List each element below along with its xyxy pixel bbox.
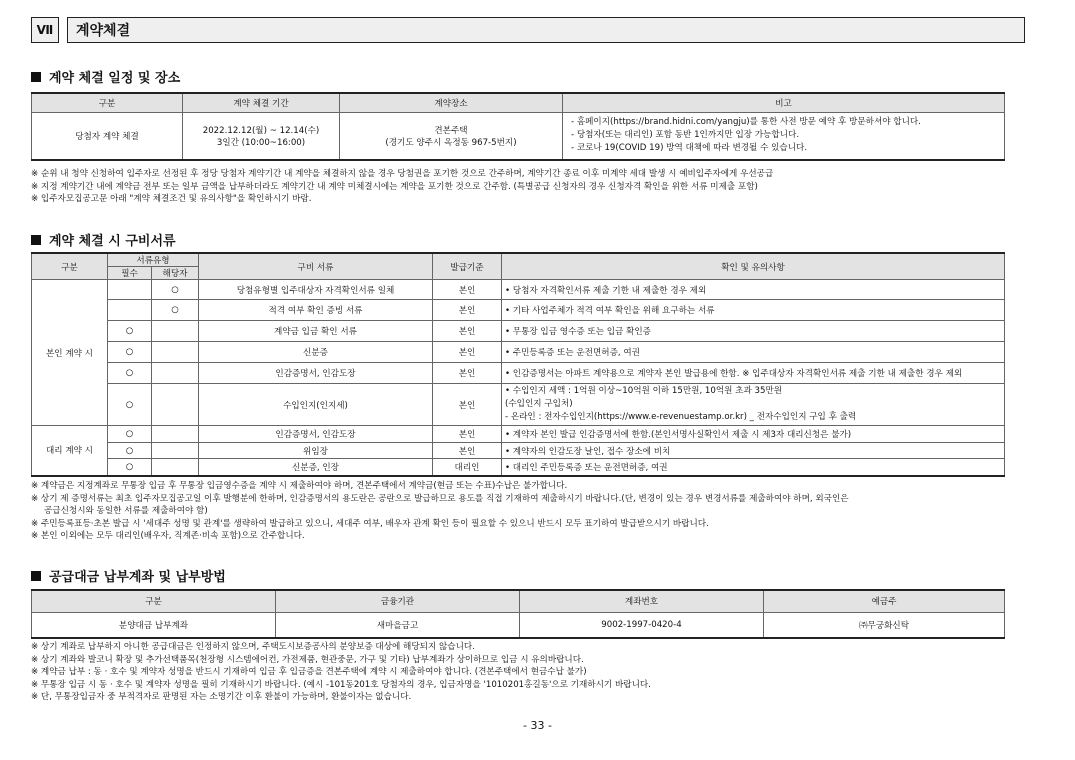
- doc-note: • 기타 사업주체가 적격 여부 확인을 위해 요구하는 서류: [502, 300, 1005, 321]
- doc-issuer: 본인: [433, 300, 502, 321]
- doc-issuer: 본인: [433, 342, 502, 363]
- section2-title: 계약 체결 시 구비서류: [49, 234, 176, 249]
- required-mark: ○: [108, 443, 152, 459]
- doc-issuer: 본인: [433, 280, 502, 300]
- note-line: - 홈페이지(https://brand.hidni.com/yangju)를 통한 사전 방문 예약 후 방문하셔야 합니다.: [571, 117, 921, 128]
- required-mark: [108, 300, 152, 321]
- doc-issuer: 본인: [433, 384, 502, 426]
- square-bullet-icon: [31, 235, 41, 245]
- table-row: [32, 342, 1005, 363]
- applicable-mark: [152, 363, 199, 384]
- required-mark: ○: [108, 363, 152, 384]
- col-header: 구비 서류: [199, 253, 433, 280]
- col-header: 비고: [563, 93, 1005, 112]
- col-header: 계약 체결 기간: [183, 93, 340, 112]
- footnote: ※ 본인 이외에는 모두 대리인(배우자, 직계존·비속 포함)으로 간주합니다.: [31, 531, 305, 541]
- doc-name: 신분증: [199, 342, 433, 363]
- doc-note: • 당첨자 자격확인서류 제출 기한 내 제출한 경우 제외: [502, 280, 1005, 300]
- doc-name: 적격 여부 확인 증빙 서류: [199, 300, 433, 321]
- applicable-mark: [152, 426, 199, 443]
- col-header: 계약장소: [340, 93, 563, 112]
- col-header: 구분: [32, 253, 108, 280]
- footnote: ※ 지정 계약기간 내에 계약금 전부 또는 일부 금액을 납부하더라도 계약기간 내 계약 미체결시에는 계약을 포기한 것으로 간주함. (특별공급 신청자의 경우 신청자격 확인을 위한 서류 미제출 포함): [31, 181, 758, 192]
- section1-heading: [31, 67, 180, 86]
- applicable-mark: [152, 384, 199, 426]
- required-mark: ○: [108, 426, 152, 443]
- group-self: 본인 계약 시: [32, 280, 108, 426]
- doc-note: [502, 384, 1005, 426]
- place-name: 견본주택: [434, 125, 468, 136]
- note-line: - 당첨자(또는 대리인) 포함 동반 1인까지만 입장 가능합니다.: [571, 130, 800, 141]
- table-row: [32, 384, 1005, 426]
- applicable-mark: ○: [152, 280, 199, 300]
- group-proxy: 대리 계약 시: [32, 426, 108, 476]
- doc-name: 수입인지(인지세): [199, 384, 433, 426]
- account-holder: ㈜무궁화신탁: [764, 612, 1005, 638]
- square-bullet-icon: [31, 571, 41, 581]
- col-header: 필수: [108, 267, 152, 280]
- chapter-title: 계약체결: [67, 17, 1025, 43]
- account-type: 분양대금 납부계좌: [32, 612, 276, 638]
- contract-schedule-table: [31, 92, 1005, 161]
- col-header: 계좌번호: [520, 590, 764, 612]
- footnote: ※ 주민등록표등·초본 발급 시 '세대주 성명 및 관계'를 생략하여 발급하고 있으니, 세대주 여부, 배우자 관계 확인 등이 필요할 수 있으니 반드시 모두 표기하여 발급받으시기 바랍니다.: [31, 518, 709, 529]
- applicable-mark: [152, 321, 199, 342]
- col-header: 발급기준: [433, 253, 502, 280]
- doc-name: 당첨유형별 입주대상자 자격확인서류 일체: [199, 280, 433, 300]
- table-row: [32, 280, 1005, 300]
- col-header: 서류유형: [108, 253, 199, 267]
- required-mark: ○: [108, 342, 152, 363]
- bank-name: 새마을금고: [276, 612, 520, 638]
- col-header: 해당자: [152, 267, 199, 280]
- period-hours: 3일간 (10:00~16:00): [216, 137, 306, 148]
- cell-place: [340, 112, 563, 160]
- account-number: 9002-1997-0420-4: [520, 612, 764, 638]
- section3-heading: [31, 566, 226, 585]
- doc-name: 계약금 입금 확인 서류: [199, 321, 433, 342]
- footnote: ※ 계약금 납부 : 동 · 호수 및 계약자 성명을 반드시 기재하여 입금 후 입금증을 견본주택에 계약 시 제출하여야 합니다. (견본주택에서 현금수납 불가): [31, 667, 587, 677]
- section3-title: 공급대금 납부계좌 및 납부방법: [49, 570, 226, 585]
- footnote: ※ 상기 계좌와 발코니 확장 및 추가선택품목(천장형 시스템에어컨, 가전제품, 현관중문, 가구 및 기타) 납부계좌가 상이하므로 입금 시 유의바랍니다.: [31, 654, 584, 665]
- section3-footnotes: [31, 641, 651, 704]
- col-header: 확인 및 유의사항: [502, 253, 1005, 280]
- doc-note: • 계약자 본인 발급 인감증명서에 한함.(본인서명사실확인서 제출 시 제3자 대리신청은 불가): [502, 426, 1005, 443]
- footnote: 공급신청시와 동일한 서류를 제출하여야 함): [44, 506, 208, 516]
- note-line: • 수입인지 세액 : 1억원 이상~10억원 이하 15만원, 10억원 초과 35만원: [505, 386, 783, 396]
- note-line: - 코로나 19(COVID 19) 방역 대책에 따라 변경될 수 있습니다.: [571, 143, 808, 154]
- col-header: 구분: [32, 590, 276, 612]
- footnote: ※ 단, 무통장입금자 중 부적격자로 판명된 자는 소명기간 이후 환불이 가능하며, 환불이자는 없습니다.: [31, 692, 412, 702]
- doc-note: • 대리인 주민등록증 또는 운전면허증, 여권: [502, 459, 1005, 476]
- cell-type: 당첨자 계약 체결: [32, 112, 183, 160]
- cell-period: [183, 112, 340, 160]
- doc-issuer: 본인: [433, 426, 502, 443]
- col-header: 구분: [32, 93, 183, 112]
- applicable-mark: [152, 459, 199, 476]
- section2-footnotes: [31, 480, 849, 543]
- doc-name: 인감증명서, 인감도장: [199, 426, 433, 443]
- required-documents-table: [31, 252, 1005, 477]
- chapter-number: Ⅶ: [31, 17, 59, 43]
- applicable-mark: ○: [152, 300, 199, 321]
- place-address: (경기도 양주시 옥정동 967-5번지): [385, 137, 517, 148]
- doc-name: 인감증명서, 인감도장: [199, 363, 433, 384]
- applicable-mark: [152, 443, 199, 459]
- section2-heading: [31, 230, 176, 249]
- doc-issuer: 본인: [433, 321, 502, 342]
- doc-note: • 계약자의 인감도장 날인, 접수 장소에 비치: [502, 443, 1005, 459]
- table-row: [32, 363, 1005, 384]
- col-header: 금융기관: [276, 590, 520, 612]
- footnote: ※ 상기 제 증명서류는 최초 입주자모집공고일 이후 발행분에 한하며, 인감증명서의 용도란은 공란으로 발급하므로 용도를 직접 기재하여 제출하시기 바랍니다.(단, 변경이 있는 경우 변경서류를 제출하여야 하며, 외국인은: [31, 493, 849, 504]
- table-row: [32, 443, 1005, 459]
- applicable-mark: [152, 342, 199, 363]
- table-row: [32, 459, 1005, 476]
- required-mark: ○: [108, 459, 152, 476]
- doc-name: 위임장: [199, 443, 433, 459]
- cell-notes: [563, 112, 1005, 160]
- note-line: - 온라인 : 전자수입인지(https://www.e-revenuestamp.or.kr) _ 전자수입인지 구입 후 출력: [505, 412, 857, 422]
- doc-note: • 주민등록증 또는 운전면허증, 여권: [502, 342, 1005, 363]
- required-mark: ○: [108, 321, 152, 342]
- chapter-header: [31, 17, 1025, 43]
- section1-footnotes: [31, 168, 773, 206]
- doc-issuer: 대리인: [433, 459, 502, 476]
- page-number: - 33 -: [523, 719, 552, 732]
- footnote: ※ 계약금은 지정계좌로 무통장 입금 후 무통장 입금영수증을 계약 시 제출하여야 하며, 견본주택에서 계약금(현금 또는 수표)수납은 불가합니다.: [31, 481, 568, 491]
- footnote: ※ 순위 내 청약 신청하여 입주자로 선정된 후 정당 당첨자 계약기간 내 계약을 체결하지 않을 경우 당첨권을 포기한 것으로 간주하며, 계약기간 종료 이후 미계약 세대 발생 시 예비입주자에게 우선공급: [31, 169, 774, 179]
- table-row: [32, 321, 1005, 342]
- doc-note: • 인감증명서는 아파트 계약용으로 계약자 본인 발급용에 한함. ※ 입주대상자 자격확인서류 제출 기한 내 제출한 경우 제외: [502, 363, 1005, 384]
- doc-note: • 무통장 입금 영수증 또는 입금 확인증: [502, 321, 1005, 342]
- table-row: [32, 612, 1005, 638]
- section1-title: 계약 체결 일정 및 장소: [49, 71, 181, 86]
- footnote: ※ 입주자모집공고문 아래 "계약 체결조건 및 유의사항"을 확인하시기 바람.: [31, 194, 312, 204]
- table-row: [32, 300, 1005, 321]
- col-header: 예금주: [764, 590, 1005, 612]
- required-mark: [108, 280, 152, 300]
- required-mark: ○: [108, 384, 152, 426]
- payment-account-table: [31, 589, 1005, 639]
- doc-issuer: 본인: [433, 363, 502, 384]
- footnote: ※ 상기 계좌로 납부하지 아니한 공급대금은 인정하지 않으며, 주택도시보증공사의 분양보증 대상에 해당되지 않습니다.: [31, 642, 475, 652]
- period-dates: 2022.12.12(월) ~ 12.14(수): [202, 125, 320, 136]
- doc-name: 신분증, 인장: [199, 459, 433, 476]
- table-row: [32, 112, 1005, 160]
- footnote: ※ 무통장 입금 시 동 · 호수 및 계약자 성명을 필히 기재하시기 바랍니다. (예시 -101동201호 당첨자의 경우, 입금자명을 '1010201홍길동'으로 기재하시기 바랍니다.: [31, 679, 651, 690]
- doc-issuer: 본인: [433, 443, 502, 459]
- note-line: (수입인지 구입처): [505, 399, 573, 409]
- square-bullet-icon: [31, 72, 41, 82]
- table-row: [32, 426, 1005, 443]
